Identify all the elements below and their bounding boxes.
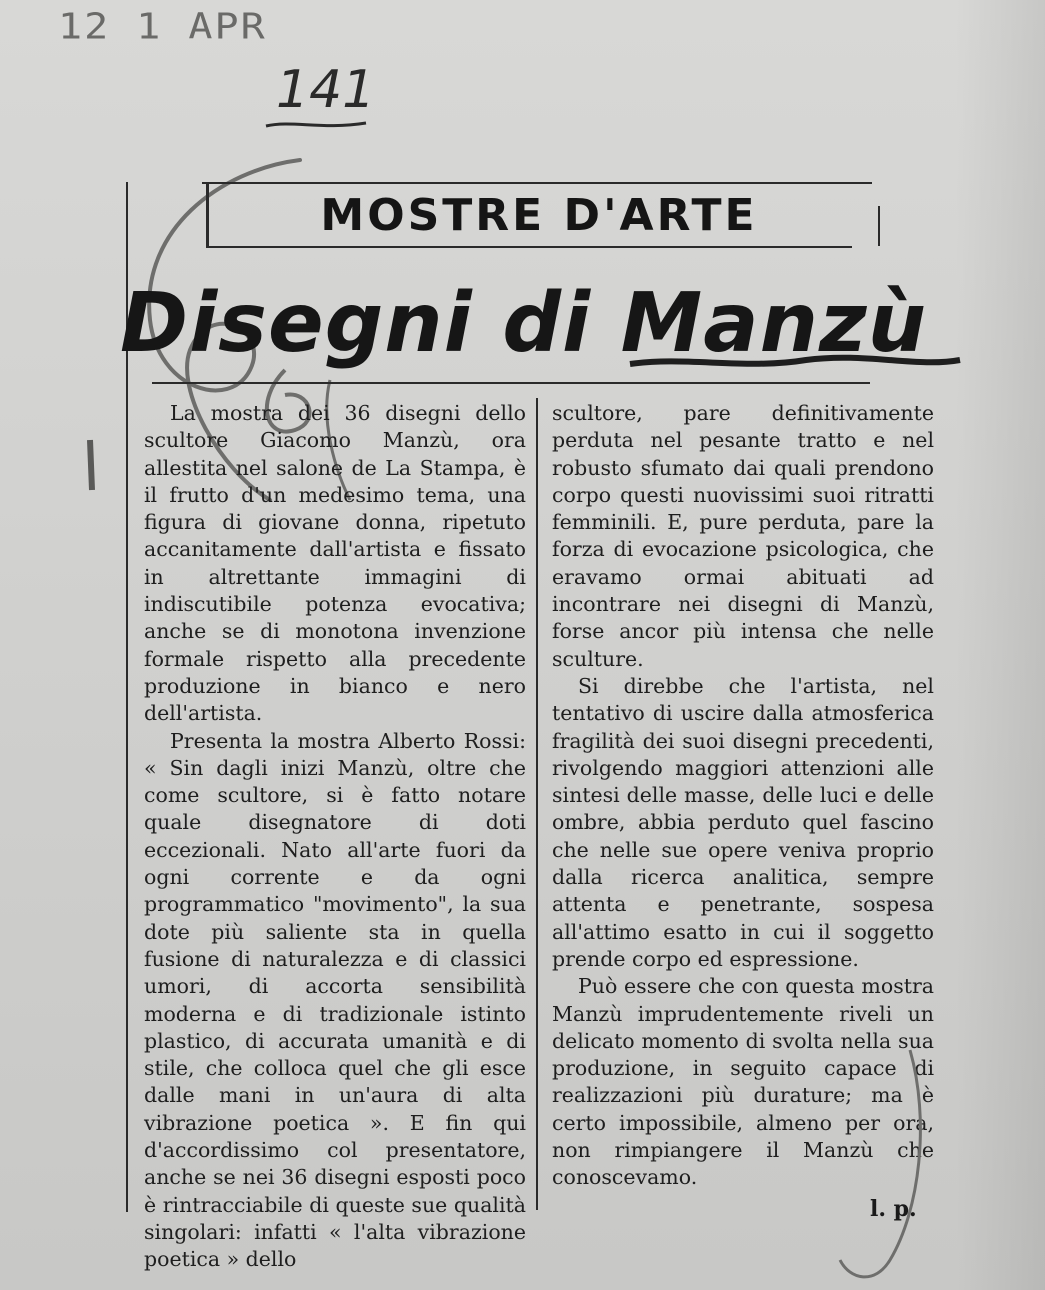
handwritten-page-number: 141 [276,60,376,120]
section-kicker: MOSTRE D'ARTE [320,190,758,241]
date-stamp: 12 1 APR [58,6,267,48]
frame-rule-right [878,206,880,246]
kicker-rule-bottom [206,246,852,248]
paragraph: Può essere che con questa mostra Manzù imprudentemente riveli un delicato momento di svolta nella sua produzione, in seguito capace di realizzazioni più durature; ma è certo impossibile, almeno per ora, non rimpiangere il Manzù che conoscevamo. [552,974,934,1190]
paragraph: Si direbbe che l'artista, nel tentativo di uscire dalla atmosferica fragilità dei suoi disegni precedenti, rivolgendo maggiori attenzioni alle sintesi delle masse, delle luci e delle ombre, abbia perduto quel fascino che nelle sue opere veniva proprio dalla ricerca analitica, sempre attenta e penetrante, sospesa all'attimo esatto in cui il soggetto prende corpo ed espressione. [552,673,934,971]
kicker-rule-left [206,182,209,248]
author-initials: l. p. [870,1196,917,1222]
page-shadow [955,0,1045,1290]
pencil-swirl [820,1040,930,1290]
paragraph: La mostra dei 36 disegni dello scultore Giacomo Manzù, ora allestita nel salone de La Stampa, è il frutto d'un medesimo tema, una figura di giovane donna, ripetuto accanitamente dall'artista e fissato in altrettante immagini di indiscutibile potenza evocativa; anche se di monotona invenzione formale rispetto alla precedente produzione in bianco e nero dell'artista. [144,401,526,726]
column-divider [536,398,538,1210]
paragraph-continuation: scultore, pare definitivamente perduta nel pesante tratto e nel robusto sfumato dai quali prendono corpo questi nuovissimi suoi ritratti femminili. E, pure perduta, pare la forza di evocazione psicologica, che eravamo ormai abituati ad incontrare nei disegni di Manzù, forse ancor più intensa che nelle sculture. [552,401,934,671]
headline-scribble [626,350,966,376]
headline-rule [152,382,870,384]
frame-rule-top [202,182,872,184]
paragraph: Presenta la mostra Alberto Rossi: « Sin dagli inizi Manzù, oltre che come scultore, si è fatto notare quale disegnatore di doti eccezionali. Nato all'arte fuori da ogni corrente e da ogni programmatico "movimento", la sua dote più saliente sta in quella fusione di naturalezza e di classici umori, di accorta sensibilità moderna e di tradizionale istinto plastico, di accurata umanità e di stile, che colloca quel che gli esce dalle mani in un'aura di alta vibrazione poetica ». E fin qui d'accordissimo col presentatore, anche se nei 36 disegni esposti poco è rintracciabile di queste sue qualità singolari: infatti « l'alta vibrazione poetica » dello [144,728,526,1272]
handwritten-underline [262,118,372,132]
article-column-left [144,400,526,1274]
article-headline: Disegni di Manzù [120,276,928,371]
